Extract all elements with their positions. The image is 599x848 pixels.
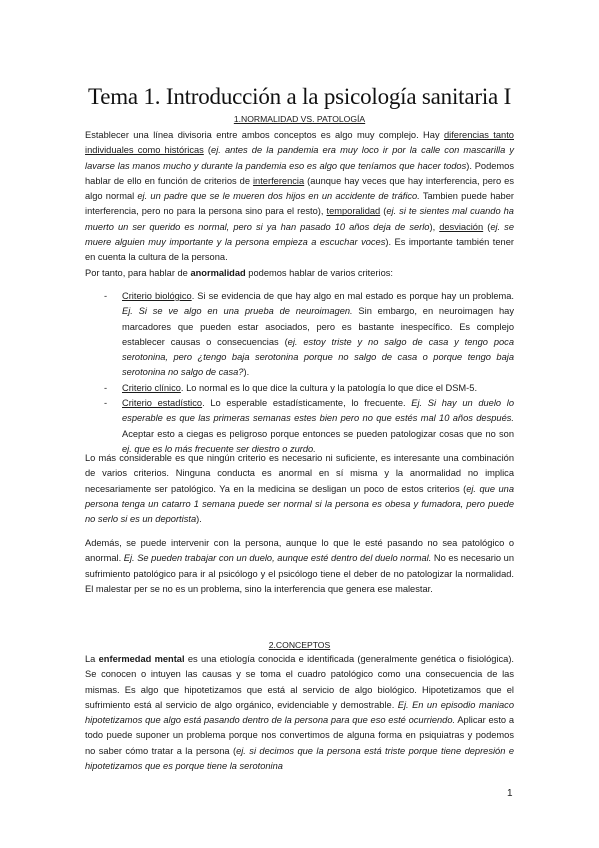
paragraph-intro: Establecer una línea divisoria entre ambos conceptos es algo muy complejo. Hay diferencias tanto individuales como históricas (ej. antes de la pandemia era muy loco ir por la calle con mascarilla y lavarse las manos mucho y durante la pandemia eso es algo que teníamos que hacer todos). Podemos hablar de ello en función de criterios de interferencia (aunque hay veces que hay interferencia, pero es algo normal ej. un padre que se le mueren dos hijos en un accidente de tráfico. Tambien puede haber interferencia, pero no para la persona sino para el resto), temporalidad (ej. si te sientes mal cuando ha muerto un ser querido es normal, pero si ya han pasado 10 años deja de serlo), desviación (ej. se muere alguien muy importante y la persona empieza a escuchar voces). Es importante también tener en cuenta la cultura de la persona. xyxy=(85,130,515,263)
criteria-list xyxy=(104,289,514,457)
page-title: Tema 1. Introducción a la psicología sanitaria I xyxy=(87,84,512,109)
paragraph-intervencion: Además, se puede intervenir con la persona, aunque lo que le esté pasando no sea patológico o anormal. Ej. Se pueden trabajar con un duelo, aunque esté dentro del duelo normal. No es necesario un sufrimiento patológico para ir al psicólogo y el psicólogo tiene el deber de no patologizar la normalidad. El malestar per se no es un problema, sino la interferencia que genera ese malestar. xyxy=(85,538,514,594)
list-item: - Criterio clínico. Lo normal es lo que dice la cultura y la patología lo que dice el DSM-5. xyxy=(104,381,514,396)
paragraph-criterios: Por tanto, para hablar de anormalidad podemos hablar de varios criterios: xyxy=(85,268,393,278)
page-number: 1 xyxy=(507,788,513,799)
paragraph-combinacion: Lo más considerable es que ningún criterio es necesario ni suficiente, es interesante una combinación de varios criterios. Ninguna conducta es anormal en sí misma y la anormalidad no implica necesariamente ser patológico. Ya en la medicina se desligan un poco de estos criterios (ej. que una persona tenga un catarro 1 semana puede ser normal si la persona es obesa y fumadora, pero puede no serlo si es un deportista). xyxy=(85,453,514,525)
paragraph-enfermedad-mental: La enfermedad mental es una etiología conocida e identificada (generalmente genética o fisiológica). Se conocen o intuyen las causas y se toma el cuadro patológico como una consecuencia de las mismas. Es algo que hipotetizamos que está al servicio de algo biológico. Hipotetizamos que el sufrimiento está al servicio de algo orgánico, evidenciable y demostrable. Ej. En un episodio maniaco hipotetizamos que algo está pasando dentro de la persona para que eso esté ocurriendo. Aplicar esto a todo puede suponer un problema porque nos convertimos de alguna forma en psiquiatras y podemos no saber cómo tratar a la persona (ej. si decimos que la persona está triste porque tiene depresión e hipotetizamos que es porque tiene la serotonina xyxy=(85,654,515,772)
section-heading-conceptos: 2.CONCEPTOS xyxy=(268,640,331,650)
list-item: - Criterio biológico. Si se evidencia de que hay algo en mal estado es porque hay un problema. Ej. Si se ve algo en una prueba de neuroimagen. Sin embargo, en neuroimagen hay marcadores que pueden estar asociados, pero es bastante inespecífico. Es complejo establecer causas o consecuencias (ej. estoy triste y no salgo de casa y tengo poca serotonina, pero ¿tengo baja serotonina porque no salgo de casa o porque tengo baja serotonina no salgo de casa?). xyxy=(104,289,514,381)
link-diferencias: diferencias tanto individuales como históricas xyxy=(85,130,514,156)
section-heading-normalidad: 1.NORMALIDAD VS. PATOLOGÍA xyxy=(233,114,366,124)
list-item: - Criterio estadístico. Lo esperable estadísticamente, lo frecuente. Ej. Si hay un duelo lo esperable es que las primeras semanas estes bien pero no que estés mal 10 años después. Aceptar esto a ciegas es peligroso porque entonces se pueden patologizar cosas que no son ej. que es lo más frecuente ser diestro o zurdo. xyxy=(104,396,514,457)
